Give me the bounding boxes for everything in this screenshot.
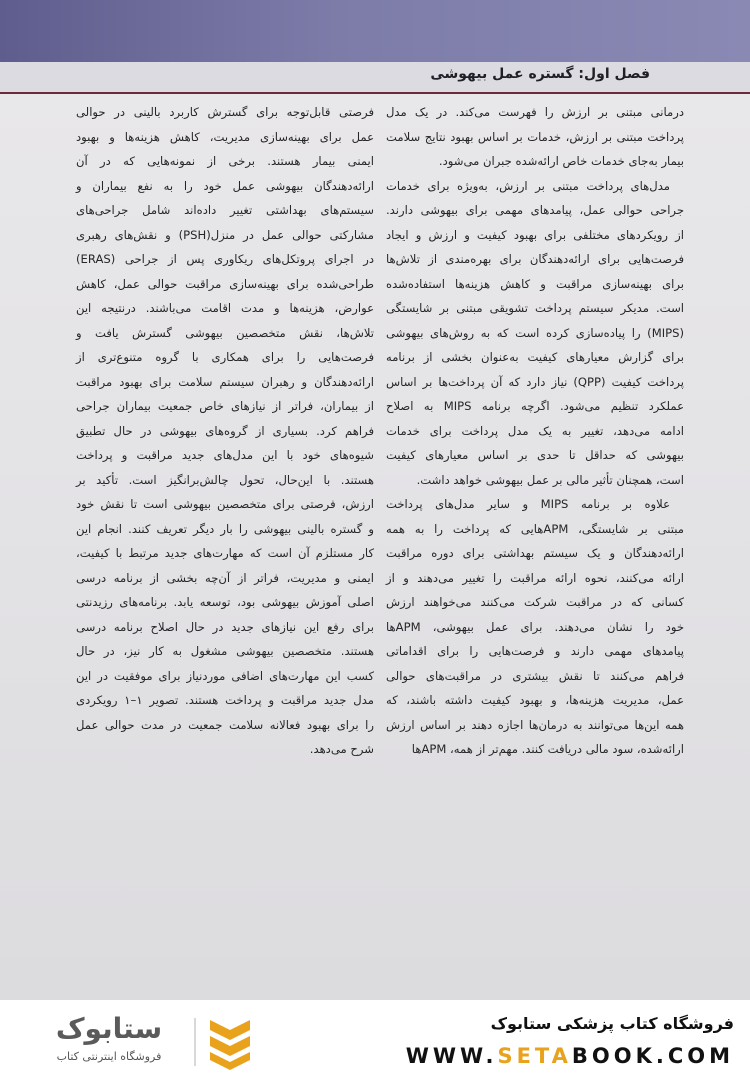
text-line: شیوه‌های خود با این مدل‌های جدید مراقبت و پرداخت <box>76 448 374 462</box>
text-line: ارائه‌دهندگان و یک سیستم بهداشتی برای دوره مراقبت <box>386 546 684 560</box>
text-line: ارائه‌شده، سود مالی دریافت کنند. مهم‌تر از همه، APMها <box>411 742 684 756</box>
text-line: عمل، مدیریت هزینه‌ها، و بهبود کیفیت داشته باشند، که <box>386 693 684 707</box>
text-line: برای بهینه‌سازی مراقبت و کاهش هزینه‌ها استفاده‌شده <box>386 276 684 291</box>
text-line: کار مستلزم آن است که مهارت‌های جدید مرتبط با کیفیت، <box>76 546 374 560</box>
text-line: عمل برای بهینه‌سازی مدیریت، کاهش هزینه‌ها و بهبود <box>76 129 374 144</box>
text-line: مشارکتی حوالی عمل در منزل(PSH) و نقش‌های رهبری <box>76 227 374 242</box>
text-line: ایمنی و مدیریت، فراتر از آن‌چه بخشی از برنامه درسی <box>76 570 374 585</box>
logo-divider <box>194 1018 196 1066</box>
url-suffix: BOOK.COM <box>571 1044 734 1068</box>
logo-wordmark: ستابوک <box>55 1012 163 1045</box>
text-line: برای گزارش معیارهای کیفیت به‌عنوان بخشی از برنامه <box>386 350 684 364</box>
top-color-band <box>0 0 750 62</box>
text-line: را برای بهبود فعالانه سلامت جمعیت در مدت حوالی عمل <box>76 717 374 732</box>
text-line: جراحی حوالی عمل، پیامدهای مهمی برای بیهوشی دارند. <box>386 203 684 217</box>
text-line: تلاش‌ها، نقش متخصصین بیهوشی گسترش یافت و <box>76 325 374 340</box>
text-line: علاوه بر برنامه MIPS و سایر مدل‌های پرداخت <box>386 497 670 511</box>
header-divider <box>0 92 750 94</box>
text-line: طراحی‌شده برای بهینه‌سازی مراقبت حوالی عمل، کاهش <box>76 276 374 291</box>
text-line: مدل‌های پرداخت مبتنی بر ارزش، به‌ویژه برای خدمات <box>386 178 670 193</box>
url-prefix: WWW. <box>405 1044 498 1068</box>
text-line: مبتنی بر شایستگی، APMهایی که پرداخت را به همه <box>386 521 684 536</box>
chevron-logo-icon <box>206 1014 254 1070</box>
shop-url-link[interactable] <box>406 1044 734 1068</box>
text-line: سیستم‌های بهداشتی تغییر داده‌اند شامل جراحی‌های <box>76 203 374 217</box>
logo-tagline: فروشگاه اینترنتی کتاب <box>56 1050 162 1063</box>
text-line: فراهم کرد. بسیاری از گروه‌های بیهوشی در حال تطبیق <box>76 423 374 438</box>
url-accent: SETA <box>497 1044 572 1068</box>
text-line: پرداخت مبتنی بر ارزش، خدمات بر اساس بهبود نتایج سلامت <box>386 129 684 144</box>
text-line: است، همچنان تأثیر مالی بر عمل بیهوشی خواهد داشت. <box>416 472 684 487</box>
running-header <box>0 62 750 92</box>
text-line: هستند. با این‌حال، تحول چالش‌برانگیز است. تأکید بر <box>76 472 374 487</box>
text-line: فراهم می‌کنند تا نقش بیشتری در مراقبت‌های حوالی <box>386 668 684 683</box>
text-line: ارزش، فرصتی برای متخصصین بیهوشی است تا نقش خود <box>76 497 374 511</box>
text-line: کسانی که در مراقبت شرکت می‌کنند می‌خواهند ارزش <box>386 595 684 609</box>
text-line: فرصت‌هایی را برای همکاری با گروه متنوع‌تری از <box>76 350 374 364</box>
text-line: ارائه می‌کنند، نحوه ارائه مراقبت را تغییر می‌دهند و از <box>386 570 684 585</box>
text-line: بیمار به‌جای خدمات خاص ارائه‌شده جبران می‌شود. <box>438 154 684 168</box>
text-line: از رویکردهای مختلفی برای بهبود کیفیت و ارزش و ایجاد <box>386 227 684 242</box>
text-line: پیامدهای مهمی دارند و فرصت‌هایی را برای اقداماتی <box>386 644 684 658</box>
text-line: عوارض، هزینه‌ها و مدت اقامت می‌باشند. درنتیجه این <box>76 301 374 315</box>
setabook-logo <box>34 1010 264 1074</box>
text-line: فرصتی قابل‌توجه برای گسترش کاربرد بالینی در حوالی <box>76 105 374 119</box>
text-line: ایمنی بیمار هستند. برخی از نمونه‌هایی که در آن <box>76 154 374 168</box>
text-line: کسب این مهارت‌های اضافی موردنیاز برای موفقیت در این <box>76 668 374 683</box>
text-line: (MIPS) را پیاده‌سازی کرده است که به روش‌های بیهوشی <box>386 325 684 340</box>
text-line: برای رفع این نیازهای جدید در حال اصلاح برنامه درسی <box>76 619 374 634</box>
text-line: ارائه‌دهندگان بیهوشی عمل خود را به نفع بیماران و <box>76 178 374 193</box>
text-line: همه این‌ها می‌توانند به درمان‌ها اجازه دهند بر اساس ارزش <box>386 717 684 732</box>
left-text-column <box>76 100 374 762</box>
text-line: فرصت‌هایی برای ارائه‌دهندگان برای بهره‌مندی از تلاش‌ها <box>386 252 684 266</box>
text-line: خود را نشان می‌دهند. برای عمل بیهوشی، APMها <box>386 619 684 634</box>
text-line: است. مدیکر سیستم پرداخت تشویقی مبتنی بر شایستگی <box>386 301 684 315</box>
text-line: هستند. متخصصین بیهوشی مشغول به کار نیز، در حال <box>76 644 374 658</box>
text-line: بیهوشی که حداقل تا حدی بر اساس معیارهای کیفیت <box>386 448 684 462</box>
text-line: پرداخت کیفیت (QPP) نیاز دارد که آن پرداخت‌ها بر اساس <box>386 374 684 389</box>
text-line: ادامه می‌دهد، تغییر به یک مدل پرداخت برای خدمات <box>386 423 684 438</box>
text-line: درمانی مبتنی بر ارزش را فهرست می‌کند. در یک مدل <box>386 105 684 119</box>
text-line: ارائه‌دهندگان و رهبران سیستم سلامت برای بهبود مراقبت <box>76 374 374 389</box>
text-line: عملکرد تنظیم می‌شود. اگرچه برنامه MIPS به اصلاح <box>386 399 685 413</box>
text-line: در اجرای پروتکل‌های ریکاوری پس از جراحی (ERAS) <box>76 252 374 266</box>
text-line: از بیماران، فراتر از نیازهای خاص جمعیت بیماران جراحی <box>76 399 374 413</box>
right-text-column <box>386 100 684 762</box>
watermark-footer <box>0 1000 750 1080</box>
chapter-title: فصل اول: گستره عمل بیهوشی <box>430 66 650 82</box>
shop-name: فروشگاه کتاب پزشکی ستابوک <box>490 1014 734 1033</box>
text-line: اصلی آموزش بیهوشی بود، توسعه یابد. برنامه‌های رزیدنتی <box>76 595 374 609</box>
text-line: شرح می‌دهد. <box>309 742 374 756</box>
text-line: مدل جدید مراقبت و پرداخت هستند. تصویر ۱–۱ رویکردی <box>76 693 374 707</box>
text-line: و گستره بالینی بیهوشی را بار دیگر تعریف کنند. انجام این <box>76 521 374 536</box>
